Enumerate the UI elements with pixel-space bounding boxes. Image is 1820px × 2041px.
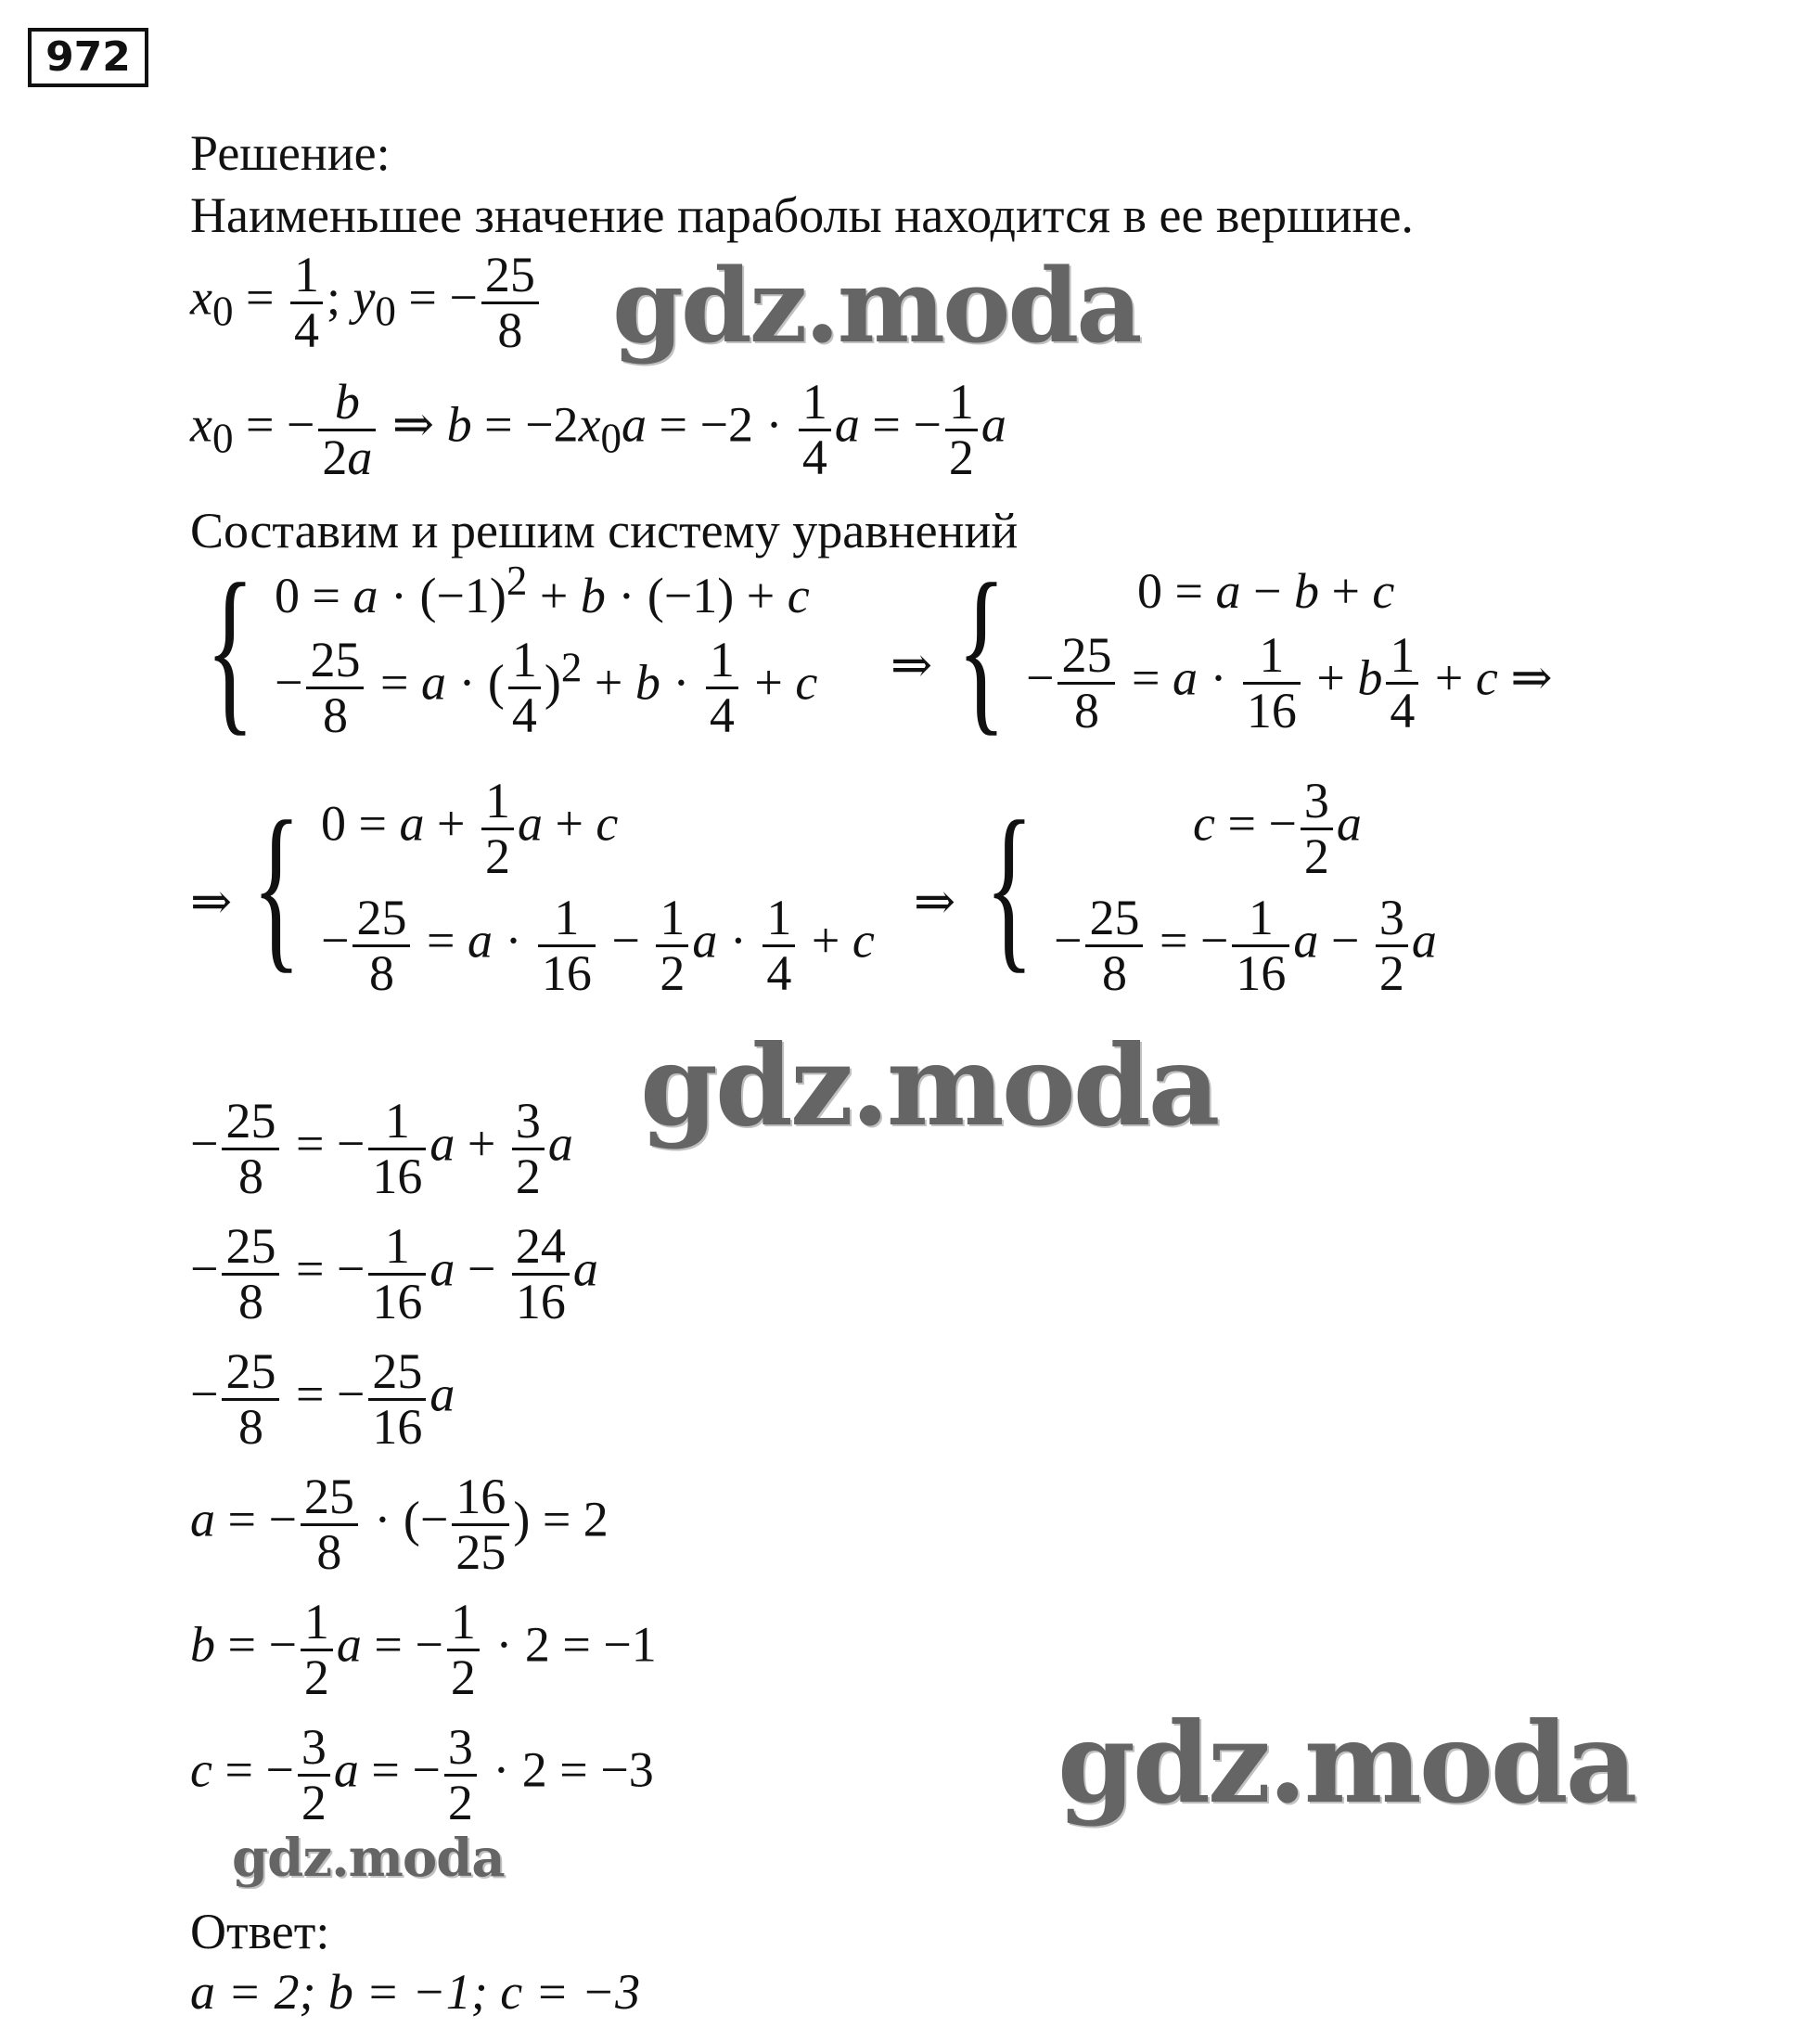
brace-icon: { [251,784,301,990]
eq-line-c: c = − $\frac{3}{2}$ a = − $\frac{3}{2}$ · 2 = −3 [190,1719,654,1830]
brace-icon: { [956,546,1006,751]
vertex-line: $x_0$ = $\frac{1}{4}$ ; $y_0$ = − $\frac{25}{8}$ [190,249,543,356]
solution-heading: Решение: [190,125,391,181]
system-2: { 0 = a − b + c − $\frac{25}{8}$ = a · $\frac{1}{16}$ + b $\frac{1}{4}$ + c ⇒ [956,546,1553,751]
eq-line-b: b = − $\frac{1}{2}$ a = − $\frac{1}{2}$ · 2 = −1 [190,1594,657,1705]
solution-page: 972 Решение: Наименьшее значение параболы находится в ее вершине. $x_0$ = $\frac{1}{4}$ ; $y_0$ = − $\frac{25}{8}$ $x_0$ = − $\frac{b}{2a}$ ⇒ $b = -2x_0a = -2$ · $\frac{1}{4}$ a = − $\frac{1}{2}$ a Составим и решим систему уравнений { $0 = a \cdot (-1)^2 + b \cdot (-1) + c$ − $\frac{25}{8}$ = a · ( $\frac{1}{4}$ )$^2$ + b · $\frac{1}{4}$ + c ⇒ { 0 = a − b + c − $\frac{25}{8}$ = a · $\frac{1}{16}$ + b $\frac{1}{4}$ + c ⇒ ⇒ { 0 = a + $\frac{1}{2}$ a + c − $\frac{25}{8}$ = a · $\frac{1}{16}$ − $\frac{1}{2}$ a · $\frac{1}{4}$ + c ⇒ { c = − $\frac{3}{2}$ a − $\frac{25}{8}$ = − $\frac{1}{16}$ a − $\frac{3}{2}$ a − $\frac{25}{8}$ = − $\frac{1}{16}$ a + $\frac{3}{2}$ a − $\frac{25}{8}$ = − $\frac{1}{16}$ a − $\frac{24}{16}$ a − $\frac{25}{8}$ = − $\frac{25}{16}$ a a = − $\frac{25}{8}$ · (− $\frac{16}{25}$ ) = 2 b = − $\frac{1}{2}$ a = − $\frac{1}{2}$ · 2 = −1 c = − $\frac{3}{2}$ a = − $\frac{3}{2}$ · 2 = −3 Ответ: a = 2; b = −1; c = −3 gdz.moda gdz.moda gdz.moda gdz.moda [0,0,1820,2041]
systems-label: Составим и решим систему уравнений [190,503,1019,558]
system-3: { 0 = a + $\frac{1}{2}$ a + c − $\frac{25}{8}$ = a · $\frac{1}{16}$ − $\frac{1}{2}$ a · $\frac{1}{4}$ + c [251,773,875,1002]
eq-line-a: a = − $\frac{25}{8}$ · (− $\frac{16}{25}$ ) = 2 [190,1469,609,1580]
answer-label: Ответ: [190,1904,330,1959]
b-relation-line: $x_0$ = − $\frac{b}{2a}$ ⇒ $b = -2x_0a = -2$ · $\frac{1}{4}$ a = − $\frac{1}{2}$ a [190,374,1006,485]
watermark-logo: gdz.moda [612,246,1140,366]
intro-text: Наименьшее значение параболы находится в ее вершине. [190,187,1414,243]
watermark-logo: gdz.moda [1057,1698,1635,1829]
answer-text: a = 2; b = −1; c = −3 [190,1964,641,2020]
brace-icon: { [984,784,1034,990]
system-1: { $0 = a \cdot (-1)^2 + b \cdot (-1) + c$ − $\frac{25}{8}$ = a · ( $\frac{1}{4}$ )$^2$ + b · $\frac{1}{4}$ + c [205,546,818,751]
watermark-logo: gdz.moda [232,1828,505,1889]
eq-line-2: − $\frac{25}{8}$ = − $\frac{1}{16}$ a − $\frac{24}{16}$ a [190,1218,598,1329]
eq-line-3: − $\frac{25}{8}$ = − $\frac{25}{16}$ a [190,1343,455,1455]
watermark-logo: gdz.moda [640,1020,1218,1151]
problem-number: 972 [28,28,148,87]
brace-icon: { [205,546,255,751]
eq-line-1: − $\frac{25}{8}$ = − $\frac{1}{16}$ a + $\frac{3}{2}$ a [190,1093,573,1204]
system-4: { c = − $\frac{3}{2}$ a − $\frac{25}{8}$ = − $\frac{1}{16}$ a − $\frac{3}{2}$ a [984,773,1437,1002]
